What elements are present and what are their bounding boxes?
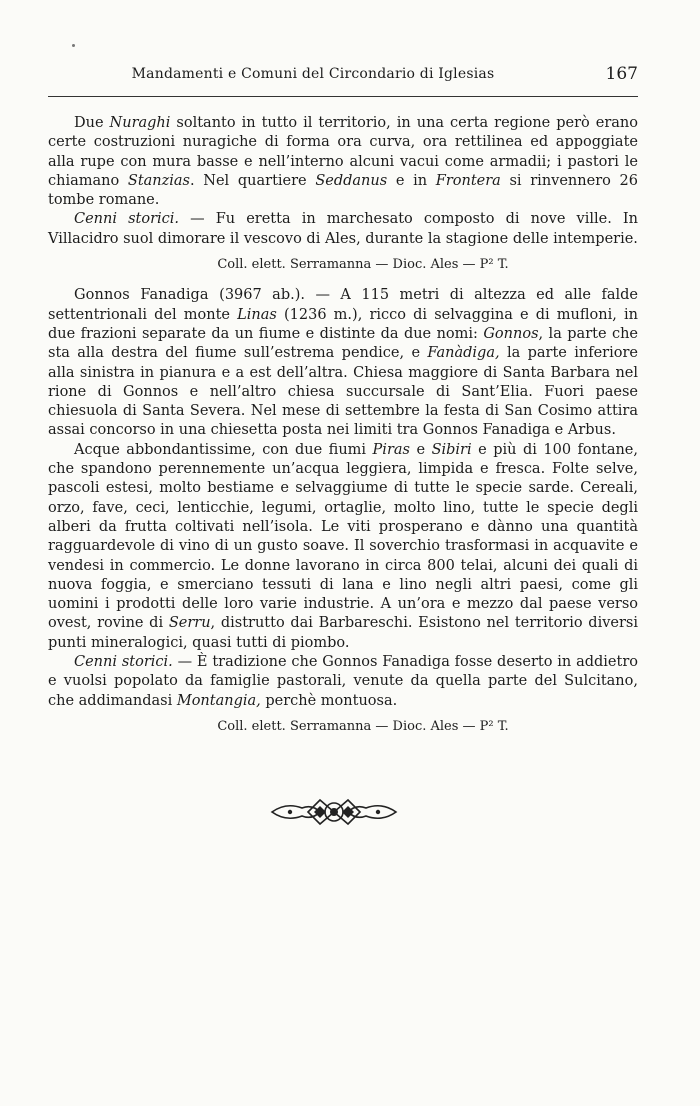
entry-heading: Gonnos Fanadiga xyxy=(74,287,209,304)
decorative-tailpiece-icon xyxy=(268,792,400,832)
paragraph-nuraghi: Due Nuraghi soltanto in tutto il territorio, in una certa regione però erano certe costruzioni nuragiche di forma ora curva, ora rettilinea ed appoggiate alla rupe con mura basse e nell’interno alcuni vacui come armadii; i pastori le chiamano Stanzias. Nel quartiere Seddanus e in Frontera si rinvennero 26 tombe romane. xyxy=(48,115,638,209)
paragraph-acque: Acque abbondantissime, con due fiumi Piras e Sibiri e più di 100 fontane, che spandono perennemente un’acqua leggiera, limpida e fresca. Folte selve, pascoli estesi, molto bestiame e selvaggiume di tutte le specie sarde. Cereali, orzo, fave, ceci, lenticchie, legumi, ortaglie, molto lino, tutte le specie degli alberi da frutta coltivati nell’isola. Le viti prosperano e dànno una quantità ragguardevole di vino di un gusto soave. Il soverchio trasformasi in acquavite e vendesi in commercio. Le donne lavorano in circa 800 telai, alcuni dei quali di nuova foggia, e smerciano tessuti di lana e lino negli altri paesi, come gli uomini i prodotti delle loro varie industrie. A un’ora e mezzo dal paese verso ovest, rovine di Serru, distrutto dai Barbareschi. Esistono nel territorio diversi punti mineralogici, quasi tutti di piombo. xyxy=(48,441,638,651)
paragraph-cenni-storici-1: Cenni storici. — Fu eretta in marchesato composto di nove ville. In Villacidro suol dimorare il vescovo di Ales, durante la stagione delle intemperie. xyxy=(48,211,638,247)
paragraph-cenni-storici-2: Cenni storici. — È tradizione che Gonnos Fanadiga fosse deserto in addietro e vuolsi popolato da famiglie pastorali, venute da quella parte del Sulcitano, che addimandasi Montangia, perchè montuosa. xyxy=(48,654,638,709)
electoral-note-1: Coll. elett. Serramanna — Dioc. Ales — P² T. xyxy=(217,257,509,273)
electoral-note-2: Coll. elett. Serramanna — Dioc. Ales — P² T. xyxy=(217,718,509,734)
page-header xyxy=(48,64,638,90)
page-body xyxy=(48,114,638,736)
running-title: Mandamenti e Comuni del Circondario di Iglesias xyxy=(131,66,495,82)
paragraph-gonnos-fanadiga: Gonnos Fanadiga (3967 ab.). — A 115 metri di altezza ed alle falde settentrionali del monte Linas (1236 m.), ricco di selvaggina e di mufloni, in due frazioni separate da un fiume e distinte da due nomi: Gonnos, la parte che sta alla destra del fiume sull’estrema pendice, e Fanàdiga, la parte inferiore alla sinistra in pianura e a est dell’altra. Chiesa maggiore di Santa Barbara nel rione di Gonnos e nell’altro chiesa succursale di Sant’Elia. Fuori paese chiesuola di Santa Severa. Nel mese di settembre la festa di San Cosimo attira assai concorso in una chiesetta posta nei limiti tra Gonnos Fanadiga e Arbus. xyxy=(48,287,638,439)
page-number: 167 xyxy=(605,64,638,84)
header-rule xyxy=(48,96,638,97)
speck xyxy=(72,44,75,47)
